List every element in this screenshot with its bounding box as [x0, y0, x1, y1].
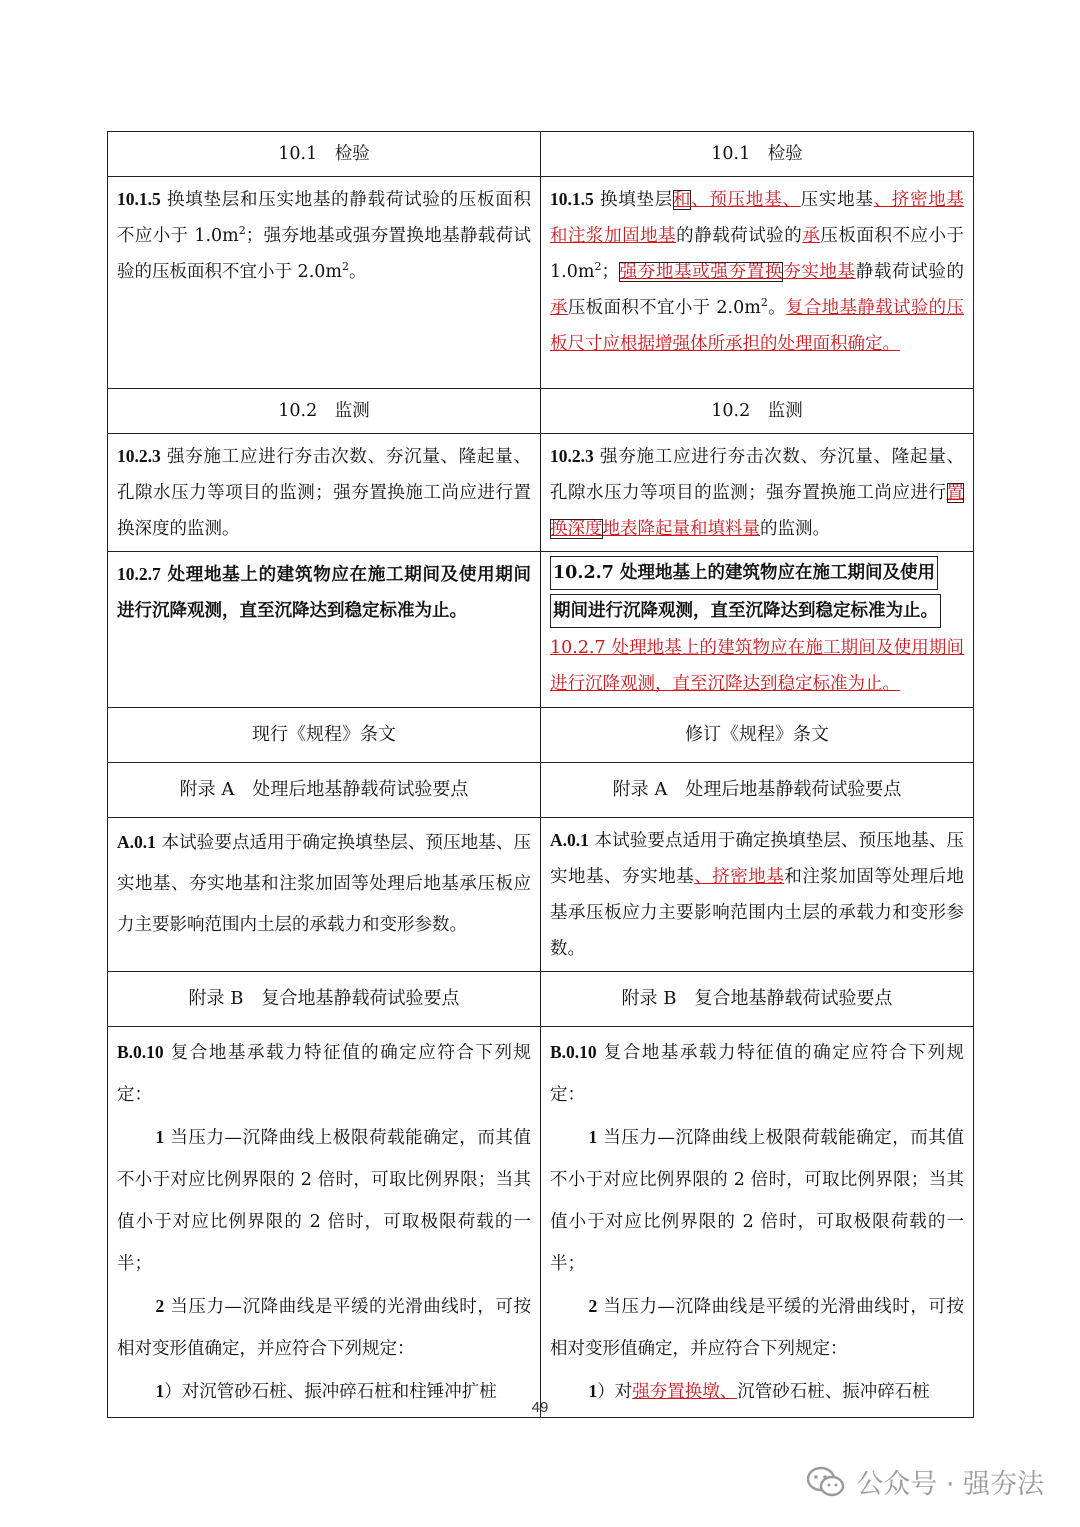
clause-text: 处理地基上的建筑物应在施工期间及使用期间进行沉降观测，直至沉降达到稳定标准为止。 — [117, 565, 532, 621]
column-header-current: 现行《规程》条文 — [108, 708, 541, 763]
clause-revised — [541, 552, 974, 708]
paragraph — [117, 1285, 531, 1370]
clause-text: ）对 — [597, 1382, 633, 1402]
section-row-10-1 — [108, 132, 974, 177]
clause-number: 10.2.3 — [550, 446, 594, 466]
revision-insert: 、挤密地基 — [694, 867, 785, 887]
clause-text: 本试验要点适用于确定换填垫层、预压地基、压实地基、夯实地基和注浆加固等处理后地基承压板应力主要影响范围内土层的承载力和变形参数。 — [117, 833, 531, 935]
superscript: 2 — [760, 296, 768, 310]
clause-text: 。 — [349, 262, 367, 282]
clause-number: 10.1.5 — [550, 189, 594, 209]
superscript: 2 — [342, 260, 349, 274]
clause-current — [108, 1027, 541, 1418]
column-header-revised: 修订《规程》条文 — [541, 708, 974, 763]
clause-text: 静载荷试验的 — [855, 262, 965, 282]
clause-current — [108, 434, 541, 552]
section-title-right: 10.2 监测 — [541, 389, 974, 434]
clause-text: 复合地基承载力特征值的确定应符合下列规定： — [550, 1043, 964, 1105]
clause-text: 和注浆加固等处理后地基承压板应力主要影响范围内土层的承载力和变形参数。 — [550, 867, 965, 959]
revision-insert: 和 — [672, 190, 692, 210]
appendix-title-right: 附录 B 复合地基静载荷试验要点 — [541, 972, 974, 1027]
clause-text: 强夯施工应进行夯击次数、夯沉量、隆起量、孔隙水压力等项目的监测；强夯置换施工尚应进行置换深度的监测。 — [117, 447, 531, 539]
watermark-text: 公众号 · 强夯法 — [856, 1469, 1044, 1500]
item-number: 2 — [155, 1296, 165, 1316]
clause-row-10-1-5 — [108, 177, 974, 389]
item-number: 1 — [155, 1127, 165, 1147]
clause-current — [108, 818, 541, 972]
clause-text: 强夯施工应进行夯击次数、夯沉量、隆起量、孔隙水压力等项目的监测；强夯置换施工尚应进行 — [550, 447, 964, 503]
appendix-b-row — [108, 972, 974, 1027]
clause-number: 10.2.3 — [117, 446, 161, 466]
appendix-title-left: 附录 B 复合地基静载荷试验要点 — [108, 972, 541, 1027]
revision-delete-box: 10.2.7 处理地基上的建筑物应在施工期间及使用 — [550, 556, 938, 590]
clause-text: 沉管砂石桩、振冲碎石桩 — [737, 1382, 930, 1402]
clause-text: ； — [601, 262, 619, 282]
clause-text: 当压力—沉降曲线上极限荷载能确定，而其值不小于对应比例界限的 2 倍时，可取比例界限；当其值小于对应比例界限的 2 倍时，可取极限荷载的一半； — [117, 1128, 531, 1274]
revision-delete: 置换深度 — [550, 483, 964, 539]
clause-number: 10.1.5 — [117, 189, 161, 209]
clause-row-10-2-3 — [108, 434, 974, 552]
section-title-left: 10.1 检验 — [108, 132, 541, 177]
item-number: 2 — [588, 1296, 598, 1316]
superscript: 2 — [238, 224, 246, 238]
superscript: 2 — [594, 260, 602, 274]
clause-text: 。 — [767, 298, 787, 318]
paragraph — [550, 1116, 964, 1285]
clause-text: 的监测。 — [760, 519, 830, 539]
revision-insert: 夯实地基 — [783, 262, 856, 282]
clause-row-b-0-10 — [108, 1027, 974, 1418]
clause-text: 的静载荷试验的 — [676, 226, 803, 246]
section-title-left: 10.2 监测 — [108, 389, 541, 434]
clause-number: A.0.1 — [117, 832, 156, 852]
clause-current — [108, 552, 541, 708]
clause-text: 当压力—沉降曲线上极限荷载能确定，而其值不小于对应比例界限的 2 倍时，可取比例界限；当其值小于对应比例界限的 2 倍时，可取极限荷载的一半； — [550, 1128, 964, 1274]
revision-insert: 承 — [550, 298, 568, 318]
clause-number: B.0.10 — [117, 1042, 164, 1062]
appendix-a-row — [108, 763, 974, 818]
clause-number: 10.2.7 — [117, 564, 161, 584]
revision-delete: 强夯地基或强夯置换 — [618, 262, 784, 282]
clause-row-10-2-7 — [108, 552, 974, 708]
clause-revised — [541, 1027, 974, 1418]
clause-text: ）对沉管砂石桩、振冲碎石桩和柱锤冲扩桩 — [164, 1382, 497, 1402]
item-number: 1 — [588, 1127, 598, 1147]
paragraph — [550, 1285, 964, 1370]
clause-number: A.0.1 — [550, 830, 589, 850]
revision-delete-box: 期间进行沉降观测，直至沉降达到稳定标准为止。 — [550, 594, 941, 628]
section-title-right: 10.1 检验 — [541, 132, 974, 177]
clause-number: B.0.10 — [550, 1042, 597, 1062]
clause-text: 换填垫层和压实地基的静载荷试验的压板面积不应小于 1.0m — [117, 190, 531, 246]
clause-current — [108, 177, 541, 389]
revision-insert: 承 — [802, 226, 821, 246]
clause-text: 本试验要点适用于确定换填垫层、预压地基、压实地基、夯实地基 — [550, 831, 964, 887]
clause-text: 压实地基 — [800, 190, 874, 210]
clause-revised — [541, 818, 974, 972]
paragraph — [117, 1031, 531, 1116]
revision-insert: 、预压地基、 — [691, 190, 801, 210]
revision-insert: 复合地基静载试验的压板尺寸应根据增强体所承担的处理面积确定。 — [550, 298, 965, 354]
revision-insert: 强夯置换墩、 — [632, 1382, 738, 1402]
watermark — [806, 1462, 1044, 1501]
comparison-table — [107, 131, 974, 1418]
appendix-title-right: 附录 A 处理后地基静载荷试验要点 — [541, 763, 974, 818]
item-number: 1 — [588, 1381, 598, 1401]
clause-text: 换填垫层 — [600, 190, 673, 210]
clause-text: ；强夯地基或强夯置换地基静载荷试验的压板面积不宜小于 2.0m — [117, 226, 531, 282]
section-row-10-2 — [108, 389, 974, 434]
clause-row-a-0-1 — [108, 818, 974, 972]
clause-text: 当压力—沉降曲线是平缓的光滑曲线时，可按相对变形值确定，并应符合下列规定： — [550, 1297, 964, 1359]
revision-insert: 10.2.7 处理地基上的建筑物应在施工期间及使用期间进行沉降观测，直至沉降达到稳定标准为止。 — [550, 638, 964, 694]
revision-insert: 、挤密地基和注浆加固地基 — [550, 190, 964, 246]
clause-revised — [541, 434, 974, 552]
clause-text: 压板面积不应小于 1.0m — [550, 226, 965, 282]
wechat-icon — [806, 1466, 846, 1498]
clause-text: 压板面积不宜小于 2.0m — [567, 298, 761, 318]
appendix-title-left: 附录 A 处理后地基静载荷试验要点 — [108, 763, 541, 818]
revision-insert: 地表降起量和填料量 — [602, 519, 760, 539]
paragraph — [117, 1116, 531, 1285]
clause-revised — [541, 177, 974, 389]
item-number: 1 — [155, 1381, 165, 1401]
clause-text: 当压力—沉降曲线是平缓的光滑曲线时，可按相对变形值确定，并应符合下列规定： — [117, 1297, 531, 1359]
paragraph — [550, 1031, 964, 1116]
column-header-row — [108, 708, 974, 763]
page-number: 49 — [531, 1399, 549, 1416]
clause-text: 复合地基承载力特征值的确定应符合下列规定： — [117, 1043, 531, 1105]
